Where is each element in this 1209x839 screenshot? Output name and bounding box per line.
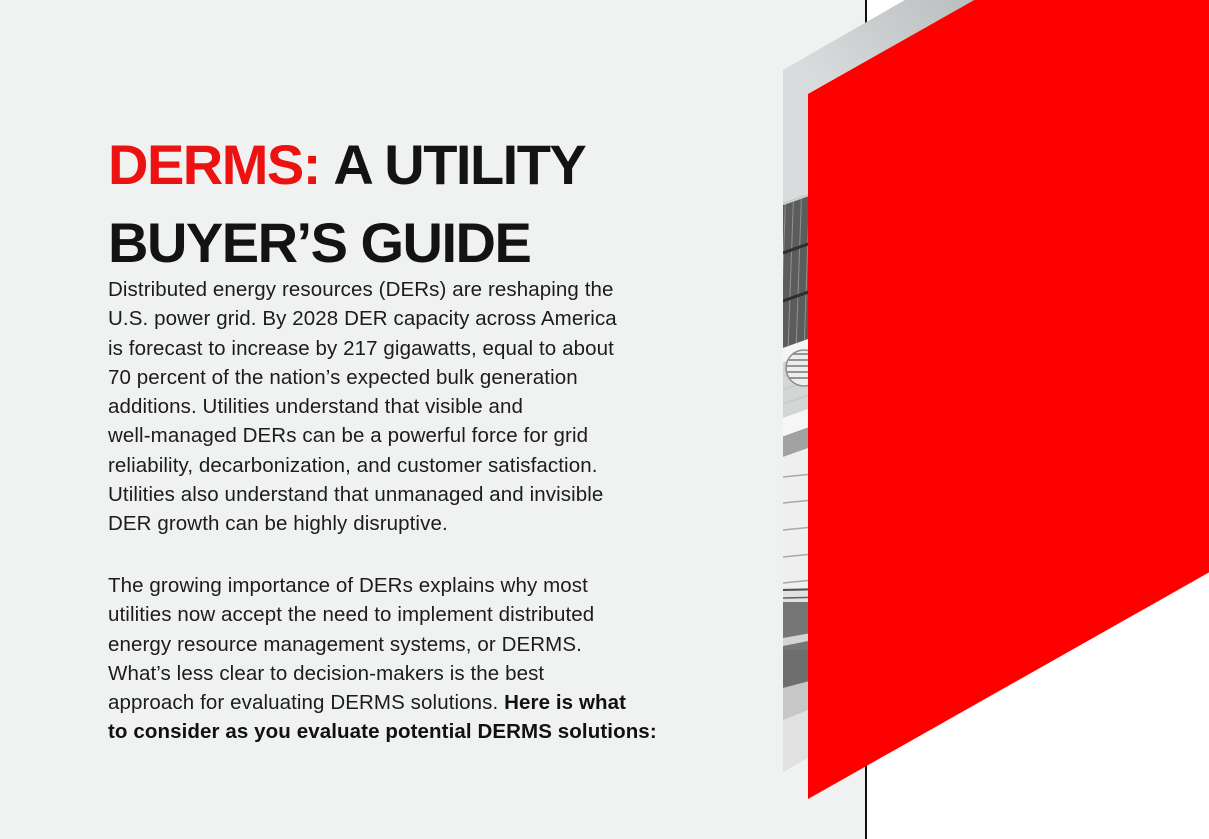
text-line: Utilities also understand that unmanaged and invisible (108, 483, 604, 507)
text-line: well-managed DERs can be a powerful force for grid (108, 424, 589, 448)
text-line: Distributed energy resources (DERs) are reshaping the (108, 278, 614, 301)
text-line: additions. Utilities understand that visible and (108, 395, 524, 419)
text-line: 70 percent of the nation’s expected bulk generation (108, 365, 578, 389)
red-parallelogram (808, 0, 1209, 799)
text-line: U.S. power grid. By 2028 DER capacity across America (108, 307, 617, 331)
title-rest: A UTILITY (333, 132, 586, 196)
title-line-1 (108, 126, 748, 204)
title-line-2: BUYER’S GUIDE (108, 210, 531, 274)
title-highlight: DERMS: (108, 132, 320, 196)
text-line: reliability, decarbonization, and customer satisfaction. (108, 453, 598, 477)
text-line: to consider as you evaluate potential DERMS solutions: (108, 720, 657, 744)
text-line: The growing importance of DERs explains why most (108, 574, 588, 597)
page-title (108, 126, 748, 282)
intro-paragraph (108, 275, 728, 539)
text-line: energy resource management systems, or DERMS. (108, 632, 582, 656)
text-line: utilities now accept the need to implement distributed (108, 603, 595, 627)
text-line: approach for evaluating DERMS solutions. Here is what (108, 691, 627, 715)
body-paragraph (108, 571, 728, 747)
text-line: is forecast to increase by 217 gigawatts, equal to about (108, 336, 614, 360)
text-line: What’s less clear to decision-makers is the best (108, 661, 545, 685)
text-line: DER growth can be highly disruptive. (108, 512, 448, 536)
cover-graphic (783, 0, 1209, 839)
